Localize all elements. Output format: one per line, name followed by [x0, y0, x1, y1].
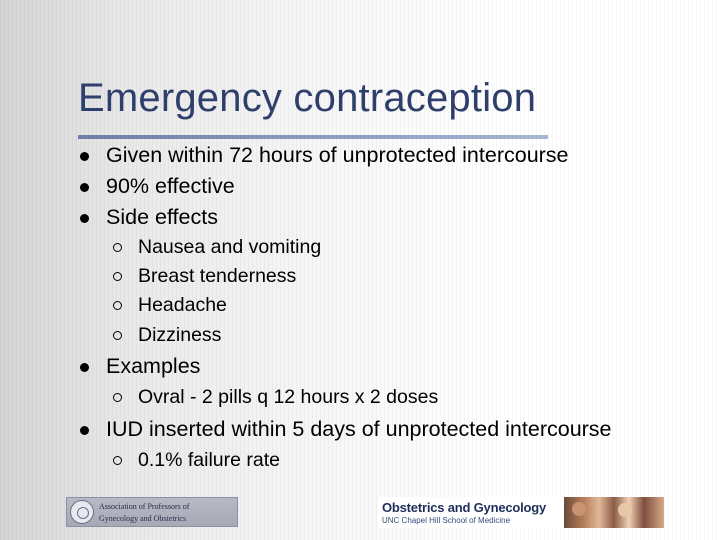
logo-title: Obstetrics and Gynecology: [382, 500, 547, 515]
filled-bullet-icon: [80, 214, 89, 223]
apgo-logo: [66, 497, 238, 527]
bullet-text: Examples: [106, 354, 201, 378]
obgyn-logo: [378, 497, 664, 528]
sub-bullet-text: Ovral - 2 pills q 12 hours x 2 doses: [138, 386, 439, 408]
photo-strip: [564, 497, 664, 528]
hollow-bullet-icon: [113, 272, 122, 281]
logo-subtitle: UNC Chapel Hill School of Medicine: [382, 516, 511, 525]
filled-bullet-icon: [80, 152, 89, 161]
sub-bullet-text: 0.1% failure rate: [138, 449, 280, 471]
filled-bullet-icon: [80, 426, 89, 435]
sub-bullet-text: Headache: [138, 294, 227, 316]
sub-bullet-text: Breast tenderness: [138, 265, 297, 287]
logo-line-2: Gynecology and Obstetrics: [99, 514, 187, 523]
hollow-bullet-icon: [113, 331, 122, 340]
logo-line-1: Association of Professors of: [99, 502, 190, 511]
hollow-bullet-icon: [113, 393, 122, 402]
hollow-bullet-icon: [113, 301, 122, 310]
bullet-text: IUD inserted within 5 days of unprotected intercourse: [106, 417, 612, 441]
filled-bullet-icon: [80, 363, 89, 372]
sub-bullet-text: Nausea and vomiting: [138, 236, 322, 258]
seal-icon: [70, 500, 94, 524]
bullet-text: Given within 72 hours of unprotected intercourse: [106, 143, 569, 167]
sub-bullet-text: Dizziness: [138, 324, 222, 346]
hollow-bullet-icon: [113, 243, 122, 252]
filled-bullet-icon: [80, 183, 89, 192]
bullet-text: 90% effective: [106, 174, 235, 198]
hollow-bullet-icon: [113, 456, 122, 465]
slide-title: Emergency contraception: [78, 76, 537, 120]
bullet-text: Side effects: [106, 205, 218, 229]
